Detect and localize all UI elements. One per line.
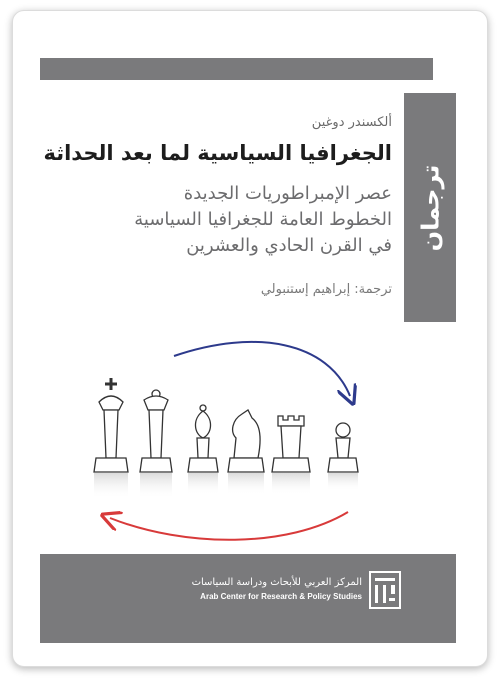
translator-credit: ترجمة: إبراهيم إستنبولي	[260, 282, 392, 297]
book-subtitle	[52, 181, 392, 259]
top-arrow	[174, 342, 350, 396]
bishop-piece	[188, 405, 218, 472]
top-band	[40, 58, 433, 80]
pawn-piece	[328, 423, 358, 472]
bottom-arrow	[110, 512, 348, 540]
publisher-logo	[369, 571, 401, 609]
subtitle-line: الخطوط العامة للجغرافيا السياسية	[134, 209, 392, 230]
rook-piece	[272, 416, 310, 472]
author-name: ألكسندر دوغين	[311, 115, 392, 130]
subtitle-line: في القرن الحادي والعشرين	[186, 235, 392, 256]
book-title: الجغرافيا السياسية لما بعد الحداثة	[43, 141, 392, 165]
book-cover	[26, 24, 474, 656]
chess-illustration	[66, 334, 396, 549]
publisher-name-en: Arab Center for Research & Policy Studies	[200, 592, 362, 601]
subtitle-line: عصر الإمبراطوريات الجديدة	[183, 183, 392, 204]
king-piece	[94, 378, 128, 472]
knight-piece	[228, 410, 264, 472]
pieces-reflection	[94, 473, 358, 499]
queen-piece	[140, 390, 172, 472]
publisher-name-ar: المركز العربي للأبحاث ودراسة السياسات	[191, 577, 362, 588]
publisher-name	[124, 577, 362, 601]
series-label: ترجمان	[416, 164, 445, 251]
